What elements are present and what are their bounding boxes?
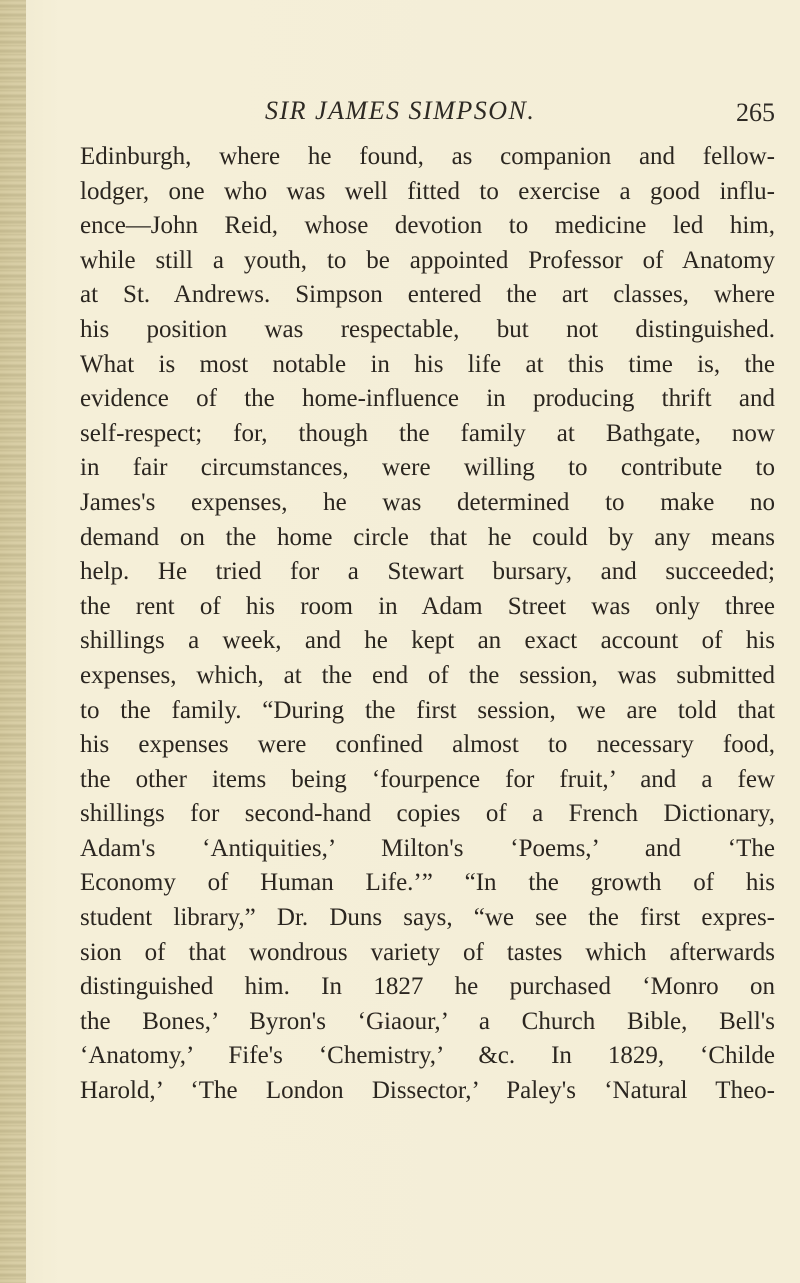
text-line: Adam's ‘Antiquities,’ Milton's ‘Poems,’ and ‘The (80, 834, 775, 862)
text-line: distinguished him. In 1827 he purchased ‘Monro on (80, 973, 775, 1001)
text-line: ence—John Reid, whose devotion to medicine led him, (80, 212, 775, 240)
text-line: while still a youth, to be appointed Professor of Anatomy (80, 246, 775, 274)
text-line: at St. Andrews. Simpson entered the art classes, where (80, 281, 775, 309)
text-line: Harold,’ ‘The London Dissector,’ Paley's ‘Natural Theo- (80, 1077, 775, 1105)
text-line: evidence of the home-influence in producing thrift and (80, 385, 775, 413)
text-line: in fair circumstances, were willing to contribute to (80, 454, 775, 482)
text-line: the rent of his room in Adam Street was only three (80, 592, 775, 620)
text-line: demand on the home circle that he could by any means (80, 523, 775, 551)
text-line: sion of that wondrous variety of tastes which afterwards (80, 938, 775, 966)
text-line: shillings for second-hand copies of a French Dictionary, (80, 800, 775, 828)
text-line: self-respect; for, though the family at Bathgate, now (80, 419, 775, 447)
text-line: the Bones,’ Byron's ‘Giaour,’ a Church Bible, Bell's (80, 1007, 775, 1035)
text-line: the other items being ‘fourpence for fruit,’ and a few (80, 765, 775, 793)
running-title: SIR JAMES SIMPSON. (265, 96, 536, 125)
text-line: What is most notable in his life at this time is, the (80, 350, 775, 378)
page-number: 265 (736, 98, 775, 127)
text-line: to the family. “During the first session, we are told that (80, 696, 775, 724)
text-line: shillings a week, and he kept an exact account of his (80, 627, 775, 655)
text-line: help. He tried for a Stewart bursary, and succeeded; (80, 558, 775, 586)
text-line: ‘Anatomy,’ Fife's ‘Chemistry,’ &c. In 1829, ‘Childe (80, 1042, 775, 1070)
body-text (80, 140, 775, 1109)
text-line: Economy of Human Life.’” “In the growth of his (80, 869, 775, 897)
text-line: his position was respectable, but not distinguished. (80, 315, 775, 343)
text-line: student library,” Dr. Duns says, “we see the first expres- (80, 904, 775, 932)
text-line: expenses, which, at the end of the session, was submitted (80, 661, 775, 689)
text-line: Edinburgh, where he found, as companion and fellow- (80, 143, 775, 170)
text-line: lodger, one who was well fitted to exercise a good influ- (80, 177, 775, 205)
text-line: his expenses were confined almost to necessary food, (80, 731, 775, 759)
page-header (80, 96, 775, 136)
text-line: James's expenses, he was determined to make no (80, 488, 775, 516)
page-spine-edge (0, 0, 26, 1283)
